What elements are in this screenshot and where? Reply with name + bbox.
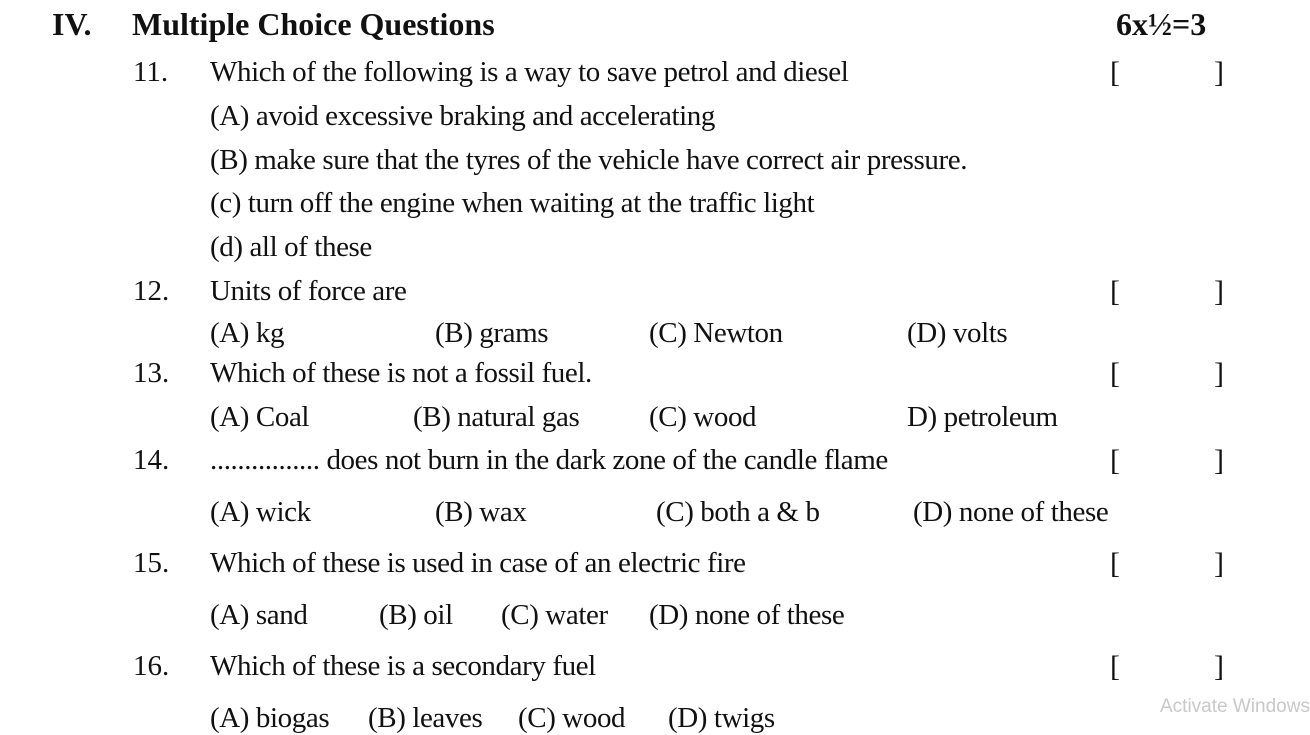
answer-bracket-open: [: [1110, 357, 1120, 390]
option-d: (D) none of these: [649, 599, 845, 631]
answer-bracket-close: ]: [1214, 650, 1224, 683]
option-d: (D) none of these: [913, 496, 1109, 528]
section-title: Multiple Choice Questions: [132, 6, 495, 42]
option-c: (C) Newton: [649, 317, 783, 349]
answer-bracket-open: [: [1110, 650, 1120, 683]
question-text: Which of these is not a fossil fuel.: [210, 357, 592, 389]
option-d: D) petroleum: [907, 401, 1058, 433]
answer-bracket-open: [: [1110, 444, 1120, 477]
answer-bracket-close: ]: [1214, 357, 1224, 390]
question-number: 13.: [133, 357, 170, 389]
option-a: (A) avoid excessive braking and accelerating: [210, 100, 715, 132]
option-c: (c) turn off the engine when waiting at the traffic light: [210, 187, 815, 219]
section-number: IV.: [52, 6, 92, 42]
question-number: 11.: [133, 56, 169, 88]
option-d: (d) all of these: [210, 231, 372, 263]
option-b: (B) natural gas: [413, 401, 580, 433]
option-a: (A) sand: [210, 599, 308, 631]
question-number: 12.: [133, 275, 170, 307]
option-b: (B) wax: [435, 496, 527, 528]
option-a: (A) wick: [210, 496, 311, 528]
option-a: (A) biogas: [210, 702, 330, 734]
answer-bracket-open: [: [1110, 56, 1120, 89]
option-b: (B) leaves: [368, 702, 483, 734]
option-c: (C) both a & b: [656, 496, 820, 528]
answer-bracket-close: ]: [1214, 275, 1224, 308]
answer-bracket-open: [: [1110, 547, 1120, 580]
section-marks: 6x½=3: [1116, 6, 1207, 42]
question-text: Which of the following is a way to save petrol and diesel: [210, 56, 849, 88]
question-text: Which of these is a secondary fuel: [210, 650, 596, 682]
answer-bracket-close: ]: [1214, 56, 1224, 89]
question-number: 14.: [133, 444, 170, 476]
answer-bracket-open: [: [1110, 275, 1120, 308]
option-d: (D) volts: [907, 317, 1008, 349]
question-number: 15.: [133, 547, 170, 579]
answer-bracket-close: ]: [1214, 444, 1224, 477]
option-c: (C) wood: [518, 702, 626, 734]
option-b: (B) make sure that the tyres of the vehicle have correct air pressure.: [210, 144, 968, 176]
option-b: (B) grams: [435, 317, 549, 349]
option-c: (C) wood: [649, 401, 757, 433]
option-c: (C) water: [501, 599, 608, 631]
option-b: (B) oil: [379, 599, 453, 631]
question-text: Which of these is used in case of an electric fire: [210, 547, 746, 579]
answer-bracket-close: ]: [1214, 547, 1224, 580]
question-number: 16.: [133, 650, 170, 682]
option-d: (D) twigs: [668, 702, 775, 734]
option-a: (A) Coal: [210, 401, 310, 433]
question-text: ................ does not burn in the dark zone of the candle flame: [210, 444, 888, 476]
option-a: (A) kg: [210, 317, 285, 349]
question-text: Units of force are: [210, 275, 407, 307]
activation-watermark: Activate Windows: [1160, 696, 1310, 717]
